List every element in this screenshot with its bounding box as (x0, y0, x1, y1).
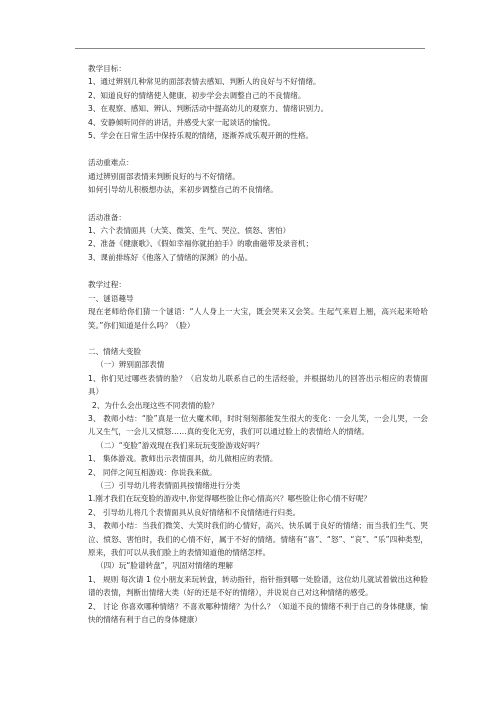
riddle-heading: 一、谜语趣导 (88, 293, 134, 303)
keypoint-item: 通过辨别面部表情来判断良好的与不好情绪。 (88, 171, 240, 181)
prep-item: 2、准备《健康歌》、《假如幸福你就拍拍手》的歌曲磁带及录音机； (88, 239, 314, 249)
subsection-2-item: 1、 集体游戏。教师出示表情面具，幼儿做相应的表情。 (88, 454, 278, 464)
prep-item: 3、课前排练好《他落入了情绪的深渊》的小品。 (88, 252, 253, 262)
objective-item: 3、在观察、感知、辨认、判断活动中提高幼儿的观察力、情绪识别力。 (88, 104, 329, 114)
objective-item: 5、学会在日常生活中保持乐观的情绪，逐渐养成乐观开朗的性格。 (88, 131, 314, 141)
subsection-1-item: 3、 教师小结：“脸”真是一位大魔术师，时时刻刻都能发生很大的变化：一会儿笑，一会儿哭，一会儿又生气，一会儿又愤怒……真的变化无穷，我们可以通过脸上的表情给人的情绪。 (88, 413, 428, 437)
keypoints-title: 活动重难点： (88, 158, 134, 168)
process-title: 教学过程： (88, 280, 126, 290)
subsection-3-item: 3、 教师小结：当我们微笑、大笑时我们的心情好，高兴、快乐属于良好的情绪；而当我们生气、哭泣、愤怒、害怕时，我们的心情不好，属于不好的情绪。情绪有“喜”、“怒”、“哀”、“乐”四种类型，原来，我们可以从我们脸上的表情知道他的情绪怎样。 (88, 521, 428, 557)
riddle-text: 现在老师给你们猜一个谜语：“人人身上一大宝，既会哭来又会笑。生起气来眉上翘，高兴起来哈哈笑。”你们知道是什么吗？（脸） (88, 307, 428, 330)
change-heading: 二、情绪大变脸 (88, 346, 142, 356)
subsection-1-heading: （一）辨别面部表情 (96, 360, 165, 370)
subsection-2-item: 2、 同伴之间互相游戏：你说我来做。 (88, 467, 217, 477)
objective-item: 2、知道良好的情绪使人健康、初步学会去调整自己的不良情绪。 (88, 90, 306, 100)
subsection-1-item: 1、你们见过哪些表情的脸？（启发幼儿联系自己的生活经验，并根据幼儿的回答出示相应的表情面具） (88, 373, 428, 397)
subsection-3-item: 2、 引导幼儿将几个表情面具从良好情绪和不良情绪进行归类。 (88, 507, 301, 517)
subsection-1-item: 2、为什么会出现这些不同表情的脸？ (92, 400, 219, 410)
prep-item: 1、六个表情面具（大笑、微笑、生气、哭泣、愤怒、害怕） (88, 226, 291, 236)
keypoint-item: 如何引导幼儿积极想办法，来初步调整自己的不良情绪。 (88, 185, 278, 195)
objective-item: 1、通过辨别几种常见的面部表情去感知、判断人的良好与不好情绪。 (88, 77, 321, 87)
objectives-title: 教学目标： (88, 64, 126, 73)
objective-item: 4、安静倾听同伴的讲话，并感受大家一起谈话的愉悦。 (88, 117, 276, 127)
subsection-2-heading: （二）“变脸”游戏现在我们来玩玩变脸游戏好吗？ (96, 440, 264, 450)
lesson-plan-body (88, 62, 428, 626)
header-rule (75, 48, 425, 49)
subsection-3-item: 1.刚才我们在玩变脸的游戏中,你觉得哪些脸让你心情高兴？哪些脸让你心情不好呢？ (88, 494, 372, 504)
subsection-4-item: 2、 讨论 你喜欢哪种情绪？不喜欢哪种情绪？为什么？（知道不良的情绪不利于自己的身体健康，愉快的情绪有利于自己的身体健康） (88, 601, 428, 625)
prep-title: 活动准备： (88, 212, 126, 222)
subsection-3-heading: （三）引导幼儿将表情面具按情绪进行分类 (96, 480, 241, 490)
subsection-4-item: 1、 规则 每次请 1 位小朋友来玩转盘，转动指针，指针指到哪一处脸谱，这位幼儿就试着做出这种脸谱的表情，判断出情绪大类（好的还是不好的情绪），并说说自己对这种情绪的感受。 (88, 574, 428, 598)
subsection-4-heading: （四）玩“脸谱转盘”，巩固对情绪的理解 (96, 561, 233, 571)
